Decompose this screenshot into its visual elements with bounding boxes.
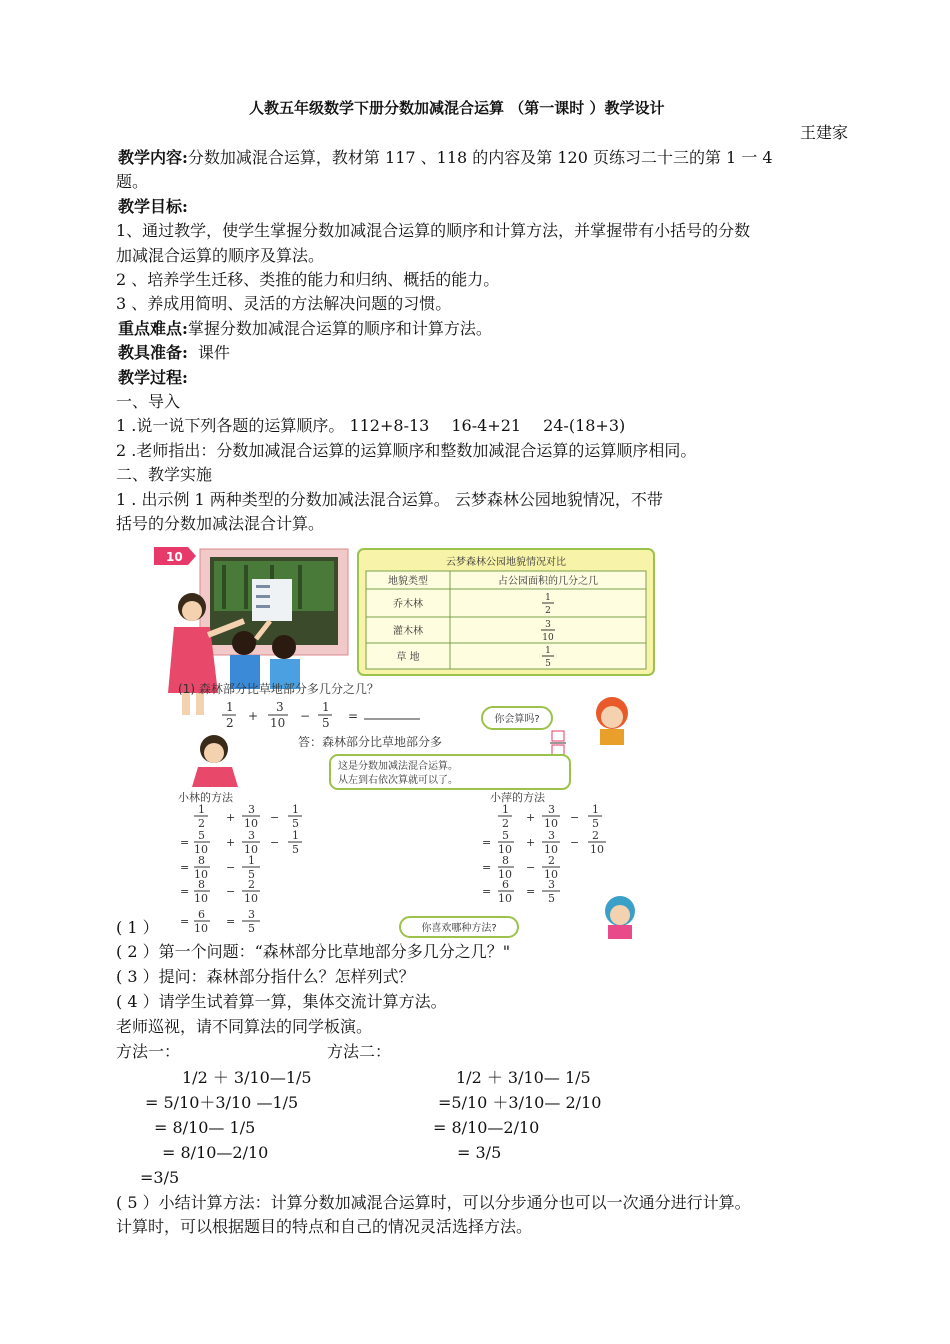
method-1-label: 方法一： [116,1042,181,1061]
svg-text:=: = [180,885,190,898]
svg-text:1: 1 [292,829,299,842]
method-xiaoping-title: 小萍的方法 [490,791,545,804]
svg-text:=: = [526,885,536,898]
figure-question: (1) 森林部分比草地部分多几分之几？ [178,682,379,696]
method-1-line-5: =3/5 [140,1168,180,1187]
child-figure-2 [605,896,635,939]
svg-text:8: 8 [502,854,509,867]
section-1-heading: 一、导入 [116,392,181,411]
table-row-3-num: 1 [545,646,551,656]
svg-text:5: 5 [248,868,255,881]
table-row-2-den: 10 [542,633,554,643]
textbook-illustration [152,543,664,940]
svg-text:1: 1 [198,803,205,816]
table-header-type: 地貌类型 [388,576,428,587]
section-2-item-1: 1 . 出示例 1 两种类型的分数加减法混合运算。 云梦森林公园地貌情况，不带 [116,490,663,509]
svg-text:10: 10 [544,817,558,830]
step-4-cont: 老师巡视，请不同算法的同学板演。 [116,1017,373,1036]
svg-text:−: − [270,811,280,824]
tools-line [118,341,230,365]
svg-text:=: = [180,836,190,849]
blackboard-picture [200,549,348,655]
svg-text:5: 5 [502,829,509,842]
badge-text: 10 [166,550,183,564]
goals-label: 教学目标: [118,197,188,216]
svg-text:3: 3 [248,803,255,816]
svg-text:5: 5 [248,922,255,935]
method-1-line-3: = 8/10— 1/5 [154,1118,256,1137]
table-header-fraction: 占公园面积的几分之几 [498,576,598,587]
author-name: 王建家 [800,123,849,142]
goal-3: 3 、养成用简明、灵活的方法解决问题的习惯。 [116,294,452,313]
goal-1-cont: 加减混合运算的顺序及算法。 [116,246,325,265]
svg-text:10: 10 [590,843,604,856]
svg-text:=: = [482,885,492,898]
svg-text:=: = [482,836,492,849]
content-text: 分数加减混合运算，教材第 117 、118 的内容及第 120 页练习二十三的第 1 一 4 [187,148,773,167]
svg-text:−: − [226,861,236,874]
svg-text:10: 10 [544,868,558,881]
table-row-1-num: 1 [545,593,551,603]
svg-text:10: 10 [270,716,286,730]
svg-text:3: 3 [548,878,555,891]
svg-text:1: 1 [592,803,599,816]
svg-text:8: 8 [198,854,205,867]
svg-text:−: − [570,836,580,849]
svg-text:+: + [226,811,236,824]
example-badge [154,547,196,565]
svg-text:=: = [180,915,190,928]
terrain-table [358,549,654,675]
table-row-1-den: 2 [545,606,551,616]
child-figure-1 [596,697,628,745]
summary-line-2: 计算时，可以根据题目的特点和自己的情况灵活选择方法。 [116,1217,533,1236]
expr-3: 24-(18+3) [543,416,626,435]
table-row-2-type: 灌木林 [393,626,423,637]
illustration-svg [152,543,664,940]
svg-text:5: 5 [292,817,299,830]
content-label: 教学内容: [118,148,188,167]
expr-1: 1 .说一说下列各题的运算顺序。 112+8-13 [116,416,430,435]
svg-text:1: 1 [292,803,299,816]
content-text-cont: 题。 [116,172,149,191]
svg-text:5: 5 [548,892,555,905]
svg-text:从左到右依次算就可以了。: 从左到右依次算就可以了。 [338,775,458,786]
svg-text:5: 5 [198,829,205,842]
method-2-label: 方法二： [327,1042,392,1061]
table-row-2-num: 3 [545,620,551,630]
svg-text:10: 10 [194,868,208,881]
section-2-heading: 二、教学实施 [116,465,213,484]
svg-text:10: 10 [244,843,258,856]
svg-text:5: 5 [592,817,599,830]
svg-text:+: + [526,811,536,824]
figure-answer [298,731,566,755]
table-row-1-type: 乔木林 [393,599,423,610]
svg-text:−: − [300,709,311,723]
svg-text:2: 2 [502,817,509,830]
table-row-3-den: 5 [545,659,551,669]
svg-text:−: − [270,836,280,849]
svg-text:=: = [180,861,190,874]
goal-2: 2 、培养学生迁移、类推的能力和归纳、概括的能力。 [116,270,500,289]
svg-text:8: 8 [198,878,205,891]
page-title: 人教五年级数学下册分数加减混合运算 （第一课时 ）教学设计 [249,99,665,117]
svg-text:10: 10 [498,868,512,881]
svg-text:3: 3 [276,700,284,714]
svg-text:这是分数加减法混合运算。: 这是分数加减法混合运算。 [338,761,458,772]
bubble-mixed-op [330,755,570,789]
svg-text:3: 3 [248,908,255,921]
method-xiaolin-title: 小林的方法 [178,791,233,804]
svg-text:5: 5 [322,716,330,730]
tools-label: 教具准备: [118,343,188,362]
svg-text:10: 10 [244,817,258,830]
svg-text:3: 3 [548,829,555,842]
svg-text:=: = [226,915,236,928]
goal-1: 1、通过教学，使学生掌握分数加减混合运算的顺序和计算方法，并掌握带有小括号的分数 [116,221,751,240]
svg-text:+: + [526,836,536,849]
svg-text:−: − [526,861,536,874]
method-2-line-1: 1/2 ＋ 3/10— 1/5 [456,1068,591,1087]
key-label: 重点难点: [118,319,188,338]
svg-text:10: 10 [498,843,512,856]
svg-text:5: 5 [292,843,299,856]
svg-text:你喜欢哪种方法?: 你喜欢哪种方法? [421,923,497,934]
svg-text:3: 3 [548,803,555,816]
svg-text:2: 2 [548,854,555,867]
method-1-line-1: 1/2 ＋ 3/10—1/5 [182,1068,312,1087]
svg-text:=: = [348,709,359,723]
method-2-line-4: = 3/5 [457,1143,502,1162]
svg-text:你会算吗?: 你会算吗? [494,714,540,725]
svg-text:2: 2 [248,878,255,891]
svg-text:=: = [482,861,492,874]
svg-text:10: 10 [194,892,208,905]
svg-text:10: 10 [498,892,512,905]
key-points [118,317,492,341]
teacher-figure-2 [192,735,238,787]
method-2-line-2: =5/10 ＋3/10— 2/10 [438,1093,602,1112]
svg-text:−: − [226,885,236,898]
svg-text:6: 6 [502,878,509,891]
svg-text:1: 1 [248,854,255,867]
step-2: ( 2 ）第一个问题：“森林部分比草地部分多几分之几？" [116,942,511,961]
svg-text:3: 3 [248,829,255,842]
summary-line-1: ( 5 ）小结计算方法：计算分数加减混合运算时，可以分步通分也可以一次通分进行计算。 [116,1193,751,1212]
method-xiaoping-steps [482,803,606,905]
method-1-line-2: = 5/10＋3/10 —1/5 [145,1093,299,1112]
tools-text: 课件 [197,343,230,362]
section-1-item-2: 2 .老师指出：分数加减混合运算的运算顺序和整数加减混合运算的运算顺序相同。 [116,441,697,460]
svg-text:1: 1 [322,700,330,714]
step-1: ( 1 ） [116,918,159,937]
svg-text:2: 2 [592,829,599,842]
svg-text:1: 1 [226,700,234,714]
bubble-which-method [400,917,518,937]
key-text: 掌握分数加减混合运算的顺序和计算方法。 [187,319,492,338]
svg-text:+: + [248,709,259,723]
svg-text:+: + [226,836,236,849]
svg-text:1: 1 [502,803,509,816]
svg-text:10: 10 [244,892,258,905]
section-2-item-1-cont: 括号的分数加减法混合计算。 [116,514,325,533]
table-row-3-type: 草 地 [396,652,420,663]
svg-text:2: 2 [226,716,234,730]
svg-text:10: 10 [544,843,558,856]
method-xiaolin-steps [180,803,302,935]
method-2-line-3: = 8/10—2/10 [433,1118,540,1137]
bubble-can-you-calc [482,707,552,729]
table-title: 云梦森林公园地貌情况对比 [446,557,566,568]
expr-2: 16-4+21 [451,416,522,435]
svg-text:答：森林部分比草地部分多: 答：森林部分比草地部分多 [298,735,443,749]
svg-text:10: 10 [194,922,208,935]
step-3: ( 3 ）提问：森林部分指什么？怎样列式？ [116,967,415,986]
figure-expression [222,700,420,730]
method-1-line-4: = 8/10—2/10 [162,1143,269,1162]
svg-text:6: 6 [198,908,205,921]
section-1-item-1 [116,414,625,438]
content-line [118,146,773,170]
step-4: ( 4 ）请学生试着算一算，集体交流计算方法。 [116,992,447,1011]
svg-text:10: 10 [194,843,208,856]
process-label: 教学过程: [118,368,188,387]
svg-text:2: 2 [198,817,205,830]
svg-text:−: − [570,811,580,824]
